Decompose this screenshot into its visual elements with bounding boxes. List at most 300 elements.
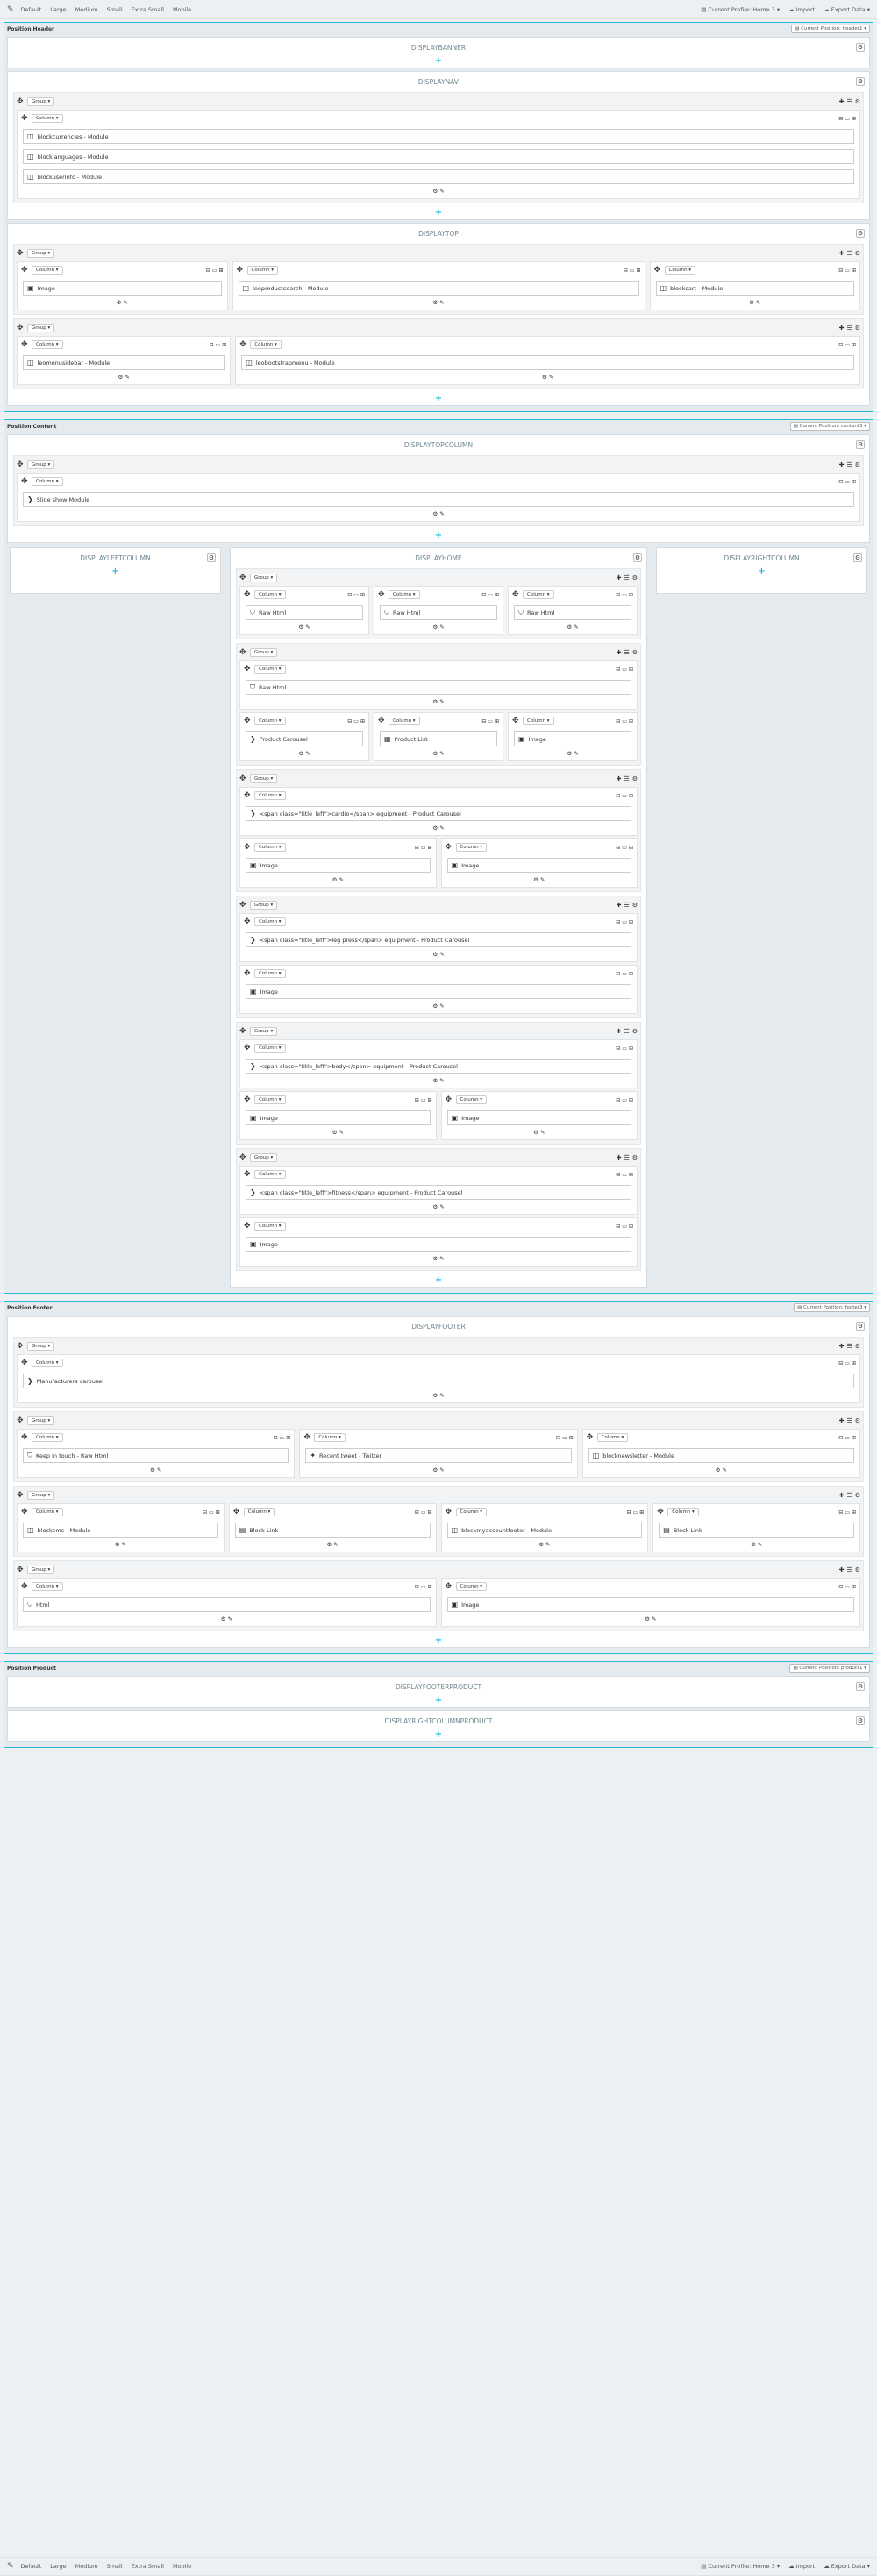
column-dropdown[interactable]: Column ▾	[32, 1359, 63, 1367]
size-option[interactable]: Medium	[75, 2563, 98, 2570]
column-dropdown[interactable]: Column ▾	[254, 791, 286, 800]
add-column-icon[interactable]: ✚	[838, 249, 845, 257]
module-actions[interactable]: ⚙ ✎	[715, 1466, 727, 1474]
column-dropdown[interactable]: Column ▾	[254, 1170, 286, 1179]
column-dropdown[interactable]: Column ▾	[32, 1582, 63, 1591]
module-item[interactable]	[656, 281, 855, 296]
minus-icon[interactable]: ⊟	[838, 1434, 844, 1441]
add-module-icon[interactable]: ⊞	[851, 115, 856, 122]
width-icon[interactable]: ▭	[845, 1359, 850, 1366]
module-actions[interactable]: ⚙ ✎	[432, 188, 445, 195]
add-group-icon[interactable]: +	[434, 1636, 443, 1645]
column-dropdown[interactable]: Column ▾	[389, 590, 420, 599]
size-option[interactable]: Default	[20, 5, 42, 13]
gear-icon[interactable]: ⚙	[854, 1491, 860, 1499]
module-actions[interactable]: ⚙ ✎	[332, 1129, 344, 1136]
module-actions[interactable]: ⚙ ✎	[567, 750, 579, 757]
module-item[interactable]	[447, 1597, 855, 1612]
minus-icon[interactable]: ⊟	[616, 970, 621, 977]
drag-handle-icon[interactable]: ✥	[244, 1095, 251, 1104]
module-actions[interactable]: ⚙ ✎	[432, 1392, 445, 1399]
module-actions[interactable]: ⚙ ✎	[114, 1541, 127, 1548]
add-module-icon[interactable]: ⊞	[628, 1171, 633, 1178]
group-dropdown[interactable]: Group ▾	[250, 1153, 277, 1162]
drag-handle-icon[interactable]: ✥	[17, 96, 24, 106]
size-option[interactable]: Extra Small	[131, 5, 164, 13]
add-column-icon[interactable]: ✚	[838, 324, 845, 332]
add-group-icon[interactable]: +	[758, 567, 766, 576]
module-actions[interactable]: ⚙ ✎	[432, 510, 445, 517]
module-item[interactable]	[514, 605, 631, 620]
pencil-icon[interactable]: ✎	[7, 2562, 14, 2571]
drag-handle-icon[interactable]: ✥	[17, 323, 24, 332]
minus-icon[interactable]: ⊟	[616, 717, 621, 724]
add-module-icon[interactable]: ⊞	[628, 1045, 633, 1052]
drag-handle-icon[interactable]: ✥	[17, 460, 24, 469]
module-item[interactable]	[23, 355, 225, 370]
gear-icon[interactable]: ⚙	[857, 44, 864, 51]
minus-icon[interactable]: ⊟	[209, 341, 214, 348]
width-icon[interactable]: ▭	[845, 478, 850, 485]
add-group-icon[interactable]: +	[434, 531, 443, 540]
drag-handle-icon[interactable]: ✥	[445, 1582, 453, 1591]
width-icon[interactable]: ▭	[622, 1045, 627, 1052]
width-icon[interactable]: ▭	[629, 267, 635, 274]
drag-handle-icon[interactable]: ✥	[586, 1433, 594, 1442]
module-actions[interactable]: ⚙ ✎	[533, 876, 545, 883]
gear-icon[interactable]: ⚙	[854, 249, 860, 257]
group-dropdown[interactable]: Group ▾	[27, 249, 54, 258]
group-dropdown[interactable]: Group ▾	[250, 648, 277, 657]
width-icon[interactable]: ▭	[353, 591, 359, 598]
module-actions[interactable]: ⚙ ✎	[432, 1466, 445, 1474]
drag-handle-icon[interactable]: ✥	[21, 1433, 28, 1442]
add-module-icon[interactable]: ⊞	[851, 341, 856, 348]
gear-icon[interactable]: ⚙	[631, 648, 638, 656]
module-item[interactable]	[380, 731, 497, 746]
menu-icon[interactable]: ☰	[846, 460, 852, 468]
add-column-icon[interactable]: ✚	[616, 774, 622, 782]
add-module-icon[interactable]: ⊞	[427, 844, 432, 851]
module-item[interactable]	[23, 281, 222, 296]
module-actions[interactable]: ⚙ ✎	[533, 1129, 545, 1136]
module-item[interactable]	[23, 1448, 289, 1463]
module-actions[interactable]: ⚙ ✎	[432, 624, 445, 631]
module-actions[interactable]: ⚙ ✎	[298, 624, 310, 631]
column-dropdown[interactable]: Column ▾	[250, 340, 282, 349]
module-item[interactable]	[305, 1448, 571, 1463]
add-module-icon[interactable]: ⊞	[222, 341, 227, 348]
module-actions[interactable]: ⚙ ✎	[149, 1466, 162, 1474]
module-item[interactable]	[246, 1185, 631, 1200]
add-module-icon[interactable]: ⊞	[628, 792, 633, 799]
drag-handle-icon[interactable]: ✥	[21, 1359, 28, 1367]
position-dropdown[interactable]: ▤ Current Position: header1 ▾	[791, 25, 870, 33]
drag-handle-icon[interactable]: ✥	[239, 647, 246, 657]
add-column-icon[interactable]: ✚	[838, 97, 845, 105]
module-item[interactable]	[235, 1523, 431, 1538]
group-dropdown[interactable]: Group ▾	[27, 1416, 54, 1425]
menu-icon[interactable]: ☰	[624, 774, 630, 782]
module-item[interactable]	[447, 858, 632, 873]
module-item[interactable]	[380, 605, 497, 620]
module-item[interactable]	[23, 1597, 431, 1612]
column-dropdown[interactable]: Column ▾	[667, 1508, 699, 1516]
size-option[interactable]: Default	[20, 2563, 42, 2570]
drag-handle-icon[interactable]: ✥	[244, 969, 251, 978]
size-option[interactable]: Small	[106, 5, 123, 13]
module-actions[interactable]: ⚙ ✎	[298, 750, 310, 757]
add-module-icon[interactable]: ⊞	[628, 666, 633, 673]
module-item[interactable]	[514, 731, 631, 746]
gear-icon[interactable]: ⚙	[854, 460, 860, 468]
drag-handle-icon[interactable]: ✥	[17, 1565, 24, 1574]
module-item[interactable]	[588, 1448, 854, 1463]
add-module-icon[interactable]: ⊞	[568, 1434, 574, 1441]
add-module-icon[interactable]: ⊞	[628, 717, 633, 724]
drag-handle-icon[interactable]: ✥	[445, 843, 453, 852]
position-dropdown[interactable]: ▤ Current Position: content3 ▾	[790, 422, 870, 431]
minus-icon[interactable]: ⊟	[481, 591, 487, 598]
width-icon[interactable]: ▭	[215, 341, 221, 348]
add-module-icon[interactable]: ⊞	[494, 717, 499, 724]
width-icon[interactable]: ▭	[622, 1096, 627, 1103]
column-dropdown[interactable]: Column ▾	[597, 1433, 629, 1442]
column-dropdown[interactable]: Column ▾	[254, 717, 286, 725]
size-option[interactable]: Extra Small	[131, 2563, 164, 2570]
gear-icon[interactable]: ⚙	[854, 97, 860, 105]
add-module-icon[interactable]: ⊞	[851, 478, 856, 485]
drag-handle-icon[interactable]: ✥	[21, 1508, 28, 1516]
add-group-icon[interactable]: +	[434, 1275, 443, 1285]
column-dropdown[interactable]: Column ▾	[456, 1508, 488, 1516]
minus-icon[interactable]: ⊟	[838, 267, 844, 274]
group-dropdown[interactable]: Group ▾	[250, 574, 277, 582]
add-module-icon[interactable]: ⊞	[851, 267, 856, 274]
width-icon[interactable]: ▭	[622, 970, 627, 977]
menu-icon[interactable]: ☰	[624, 1027, 630, 1035]
import-button[interactable]: ☁ Import	[788, 5, 816, 13]
column-dropdown[interactable]: Column ▾	[244, 1508, 275, 1516]
module-item[interactable]	[23, 492, 854, 507]
width-icon[interactable]: ▭	[353, 717, 359, 724]
module-item[interactable]	[246, 806, 631, 821]
width-icon[interactable]: ▭	[622, 844, 627, 851]
position-dropdown[interactable]: ▤ Current Position: footer3 ▾	[794, 1303, 870, 1312]
column-dropdown[interactable]: Column ▾	[254, 969, 286, 978]
minus-icon[interactable]: ⊟	[838, 1583, 844, 1590]
width-icon[interactable]: ▭	[622, 591, 627, 598]
drag-handle-icon[interactable]: ✥	[244, 1170, 251, 1179]
column-dropdown[interactable]: Column ▾	[389, 717, 420, 725]
column-dropdown[interactable]: Column ▾	[254, 843, 286, 852]
minus-icon[interactable]: ⊟	[838, 1359, 844, 1366]
module-item[interactable]	[23, 1523, 218, 1538]
minus-icon[interactable]: ⊟	[616, 1223, 621, 1230]
add-module-icon[interactable]: ⊞	[628, 844, 633, 851]
menu-icon[interactable]: ☰	[624, 901, 630, 909]
size-option[interactable]: Small	[106, 2563, 123, 2570]
profile-dropdown[interactable]: ▤ Current Profile: Home 3 ▾	[701, 5, 781, 13]
column-dropdown[interactable]: Column ▾	[254, 1095, 286, 1104]
drag-handle-icon[interactable]: ✥	[244, 590, 251, 599]
group-dropdown[interactable]: Group ▾	[250, 774, 277, 783]
add-column-icon[interactable]: ✚	[616, 1027, 622, 1035]
module-item[interactable]	[246, 1237, 631, 1252]
menu-icon[interactable]: ☰	[846, 1342, 852, 1350]
add-group-icon[interactable]: +	[434, 1730, 443, 1739]
minus-icon[interactable]: ⊟	[616, 918, 621, 925]
width-icon[interactable]: ▭	[209, 1509, 214, 1516]
size-option[interactable]: Large	[50, 5, 67, 13]
column-dropdown[interactable]: Column ▾	[32, 1433, 63, 1442]
drag-handle-icon[interactable]: ✥	[378, 590, 385, 599]
drag-handle-icon[interactable]: ✥	[244, 665, 251, 674]
module-actions[interactable]: ⚙ ✎	[432, 299, 445, 306]
add-column-icon[interactable]: ✚	[616, 574, 622, 582]
drag-handle-icon[interactable]: ✥	[236, 266, 244, 275]
module-item[interactable]	[246, 605, 363, 620]
add-module-icon[interactable]: ⊞	[427, 1583, 432, 1590]
width-icon[interactable]: ▭	[622, 666, 627, 673]
add-group-icon[interactable]: +	[434, 208, 443, 218]
module-item[interactable]	[246, 932, 631, 947]
add-column-icon[interactable]: ✚	[838, 1416, 845, 1424]
drag-handle-icon[interactable]: ✥	[239, 340, 246, 349]
drag-handle-icon[interactable]: ✥	[21, 1582, 28, 1591]
width-icon[interactable]: ▭	[622, 918, 627, 925]
profile-dropdown[interactable]: ▤ Current Profile: Home 3 ▾	[701, 2563, 781, 2570]
column-dropdown[interactable]: Column ▾	[32, 477, 63, 486]
menu-icon[interactable]: ☰	[846, 1566, 852, 1573]
drag-handle-icon[interactable]: ✥	[445, 1508, 453, 1516]
add-group-icon[interactable]: +	[434, 394, 443, 403]
add-module-icon[interactable]: ⊞	[360, 591, 365, 598]
minus-icon[interactable]: ⊟	[414, 1583, 419, 1590]
width-icon[interactable]: ▭	[845, 1583, 850, 1590]
width-icon[interactable]: ▭	[622, 717, 627, 724]
width-icon[interactable]: ▭	[845, 115, 850, 122]
gear-icon[interactable]: ⚙	[854, 554, 861, 561]
gear-icon[interactable]: ⚙	[857, 1683, 864, 1690]
add-module-icon[interactable]: ⊞	[427, 1096, 432, 1103]
minus-icon[interactable]: ⊟	[414, 844, 419, 851]
size-option[interactable]: Large	[50, 2563, 67, 2570]
drag-handle-icon[interactable]: ✥	[239, 1152, 246, 1162]
add-column-icon[interactable]: ✚	[838, 1491, 845, 1499]
add-column-icon[interactable]: ✚	[838, 1566, 845, 1573]
gear-icon[interactable]: ⚙	[854, 1342, 860, 1350]
menu-icon[interactable]: ☰	[624, 574, 630, 582]
minus-icon[interactable]: ⊟	[205, 267, 210, 274]
menu-icon[interactable]: ☰	[846, 249, 852, 257]
size-option[interactable]: Mobile	[172, 5, 192, 13]
column-dropdown[interactable]: Column ▾	[32, 114, 63, 123]
minus-icon[interactable]: ⊟	[414, 1096, 419, 1103]
module-actions[interactable]: ⚙ ✎	[567, 624, 579, 631]
module-actions[interactable]: ⚙ ✎	[432, 824, 445, 831]
column-dropdown[interactable]: Column ▾	[314, 1433, 346, 1442]
module-item[interactable]	[246, 1059, 631, 1074]
minus-icon[interactable]: ⊟	[414, 1509, 419, 1516]
width-icon[interactable]: ▭	[622, 1223, 627, 1230]
gear-icon[interactable]: ⚙	[631, 1153, 638, 1161]
drag-handle-icon[interactable]: ✥	[239, 1026, 246, 1036]
menu-icon[interactable]: ☰	[624, 1153, 630, 1161]
drag-handle-icon[interactable]: ✥	[17, 1416, 24, 1425]
minus-icon[interactable]: ⊟	[616, 591, 621, 598]
width-icon[interactable]: ▭	[488, 717, 493, 724]
drag-handle-icon[interactable]: ✥	[244, 843, 251, 852]
minus-icon[interactable]: ⊟	[838, 478, 844, 485]
group-dropdown[interactable]: Group ▾	[27, 1566, 54, 1574]
import-button[interactable]: ☁ Import	[788, 2563, 816, 2570]
width-icon[interactable]: ▭	[561, 1434, 567, 1441]
drag-handle-icon[interactable]: ✥	[653, 266, 661, 275]
width-icon[interactable]: ▭	[420, 1583, 426, 1590]
column-dropdown[interactable]: Column ▾	[456, 1095, 488, 1104]
group-dropdown[interactable]: Group ▾	[27, 1342, 54, 1351]
gear-icon[interactable]: ⚙	[857, 441, 864, 448]
add-module-icon[interactable]: ⊞	[215, 1509, 220, 1516]
minus-icon[interactable]: ⊟	[347, 591, 353, 598]
module-item[interactable]	[246, 1110, 431, 1125]
drag-handle-icon[interactable]: ✥	[232, 1508, 240, 1516]
module-actions[interactable]: ⚙ ✎	[541, 374, 554, 381]
drag-handle-icon[interactable]: ✥	[21, 114, 28, 123]
add-module-icon[interactable]: ⊞	[628, 918, 633, 925]
add-module-icon[interactable]: ⊞	[851, 1509, 856, 1516]
add-column-icon[interactable]: ✚	[838, 460, 845, 468]
drag-handle-icon[interactable]: ✥	[244, 917, 251, 926]
minus-icon[interactable]: ⊟	[481, 717, 487, 724]
column-dropdown[interactable]: Column ▾	[254, 1222, 286, 1231]
add-module-icon[interactable]: ⊞	[851, 1359, 856, 1366]
column-dropdown[interactable]: Column ▾	[247, 266, 279, 275]
column-dropdown[interactable]: Column ▾	[254, 665, 286, 674]
module-item[interactable]	[246, 731, 363, 746]
add-group-icon[interactable]: +	[434, 1695, 443, 1705]
column-dropdown[interactable]: Column ▾	[254, 917, 286, 926]
column-dropdown[interactable]: Column ▾	[32, 1508, 63, 1516]
group-dropdown[interactable]: Group ▾	[250, 901, 277, 910]
drag-handle-icon[interactable]: ✥	[21, 477, 28, 486]
drag-handle-icon[interactable]: ✥	[378, 717, 385, 725]
module-actions[interactable]: ⚙ ✎	[432, 1203, 445, 1210]
module-actions[interactable]: ⚙ ✎	[432, 750, 445, 757]
menu-icon[interactable]: ☰	[846, 1491, 852, 1499]
module-item[interactable]	[246, 858, 431, 873]
module-actions[interactable]: ⚙ ✎	[538, 1541, 551, 1548]
group-dropdown[interactable]: Group ▾	[27, 97, 54, 106]
module-actions[interactable]: ⚙ ✎	[645, 1616, 657, 1623]
add-module-icon[interactable]: ⊞	[427, 1509, 432, 1516]
minus-icon[interactable]: ⊟	[616, 792, 621, 799]
width-icon[interactable]: ▭	[211, 267, 217, 274]
width-icon[interactable]: ▭	[845, 1434, 850, 1441]
column-dropdown[interactable]: Column ▾	[523, 717, 554, 725]
drag-handle-icon[interactable]: ✥	[21, 340, 28, 349]
module-actions[interactable]: ⚙ ✎	[749, 299, 761, 306]
module-actions[interactable]: ⚙ ✎	[332, 876, 344, 883]
column-dropdown[interactable]: Column ▾	[32, 340, 63, 349]
group-dropdown[interactable]: Group ▾	[250, 1027, 277, 1036]
gear-icon[interactable]: ⚙	[631, 574, 638, 582]
group-dropdown[interactable]: Group ▾	[27, 1491, 54, 1500]
module-actions[interactable]: ⚙ ✎	[220, 1616, 232, 1623]
module-item[interactable]	[23, 149, 854, 164]
add-module-icon[interactable]: ⊞	[628, 591, 633, 598]
module-actions[interactable]: ⚙ ✎	[750, 1541, 763, 1548]
module-item[interactable]	[447, 1110, 632, 1125]
add-module-icon[interactable]: ⊞	[851, 1583, 856, 1590]
module-actions[interactable]: ⚙ ✎	[326, 1541, 339, 1548]
gear-icon[interactable]: ⚙	[857, 1323, 864, 1330]
add-module-icon[interactable]: ⊞	[286, 1434, 291, 1441]
add-module-icon[interactable]: ⊞	[639, 1509, 645, 1516]
column-dropdown[interactable]: Column ▾	[523, 590, 554, 599]
width-icon[interactable]: ▭	[632, 1509, 638, 1516]
module-item[interactable]	[447, 1523, 643, 1538]
width-icon[interactable]: ▭	[420, 1509, 426, 1516]
add-module-icon[interactable]: ⊞	[628, 1096, 633, 1103]
add-module-icon[interactable]: ⊞	[218, 267, 224, 274]
group-dropdown[interactable]: Group ▾	[27, 324, 54, 332]
module-actions[interactable]: ⚙ ✎	[432, 1077, 445, 1084]
drag-handle-icon[interactable]: ✥	[445, 1095, 453, 1104]
drag-handle-icon[interactable]: ✥	[244, 1222, 251, 1231]
width-icon[interactable]: ▭	[420, 844, 426, 851]
gear-icon[interactable]: ⚙	[854, 1416, 860, 1424]
minus-icon[interactable]: ⊟	[838, 341, 844, 348]
module-actions[interactable]: ⚙ ✎	[432, 698, 445, 705]
add-module-icon[interactable]: ⊞	[494, 591, 499, 598]
drag-handle-icon[interactable]: ✥	[657, 1508, 664, 1516]
gear-icon[interactable]: ⚙	[854, 1566, 860, 1573]
minus-icon[interactable]: ⊟	[203, 1509, 208, 1516]
drag-handle-icon[interactable]: ✥	[21, 266, 28, 275]
minus-icon[interactable]: ⊟	[616, 1171, 621, 1178]
menu-icon[interactable]: ☰	[846, 1416, 852, 1424]
column-dropdown[interactable]: Column ▾	[456, 1582, 488, 1591]
gear-icon[interactable]: ⚙	[854, 324, 860, 332]
gear-icon[interactable]: ⚙	[634, 554, 641, 561]
drag-handle-icon[interactable]: ✥	[17, 1490, 24, 1500]
module-item[interactable]	[239, 281, 639, 296]
gear-icon[interactable]: ⚙	[208, 554, 215, 561]
module-item[interactable]	[246, 680, 631, 695]
add-module-icon[interactable]: ⊞	[628, 970, 633, 977]
add-column-icon[interactable]: ✚	[838, 1342, 845, 1350]
width-icon[interactable]: ▭	[845, 341, 850, 348]
drag-handle-icon[interactable]: ✥	[239, 900, 246, 910]
minus-icon[interactable]: ⊟	[555, 1434, 560, 1441]
width-icon[interactable]: ▭	[622, 792, 627, 799]
width-icon[interactable]: ▭	[488, 591, 493, 598]
width-icon[interactable]: ▭	[420, 1096, 426, 1103]
add-column-icon[interactable]: ✚	[616, 648, 622, 656]
module-actions[interactable]: ⚙ ✎	[118, 374, 130, 381]
add-group-icon[interactable]: +	[111, 567, 119, 576]
add-column-icon[interactable]: ✚	[616, 901, 622, 909]
module-item[interactable]	[659, 1523, 854, 1538]
minus-icon[interactable]: ⊟	[838, 1509, 844, 1516]
drag-handle-icon[interactable]: ✥	[239, 573, 246, 582]
position-dropdown[interactable]: ▤ Current Position: product1 ▾	[789, 1664, 870, 1673]
pencil-icon[interactable]: ✎	[7, 4, 14, 14]
column-dropdown[interactable]: Column ▾	[254, 1044, 286, 1053]
size-option[interactable]: Medium	[75, 5, 98, 13]
